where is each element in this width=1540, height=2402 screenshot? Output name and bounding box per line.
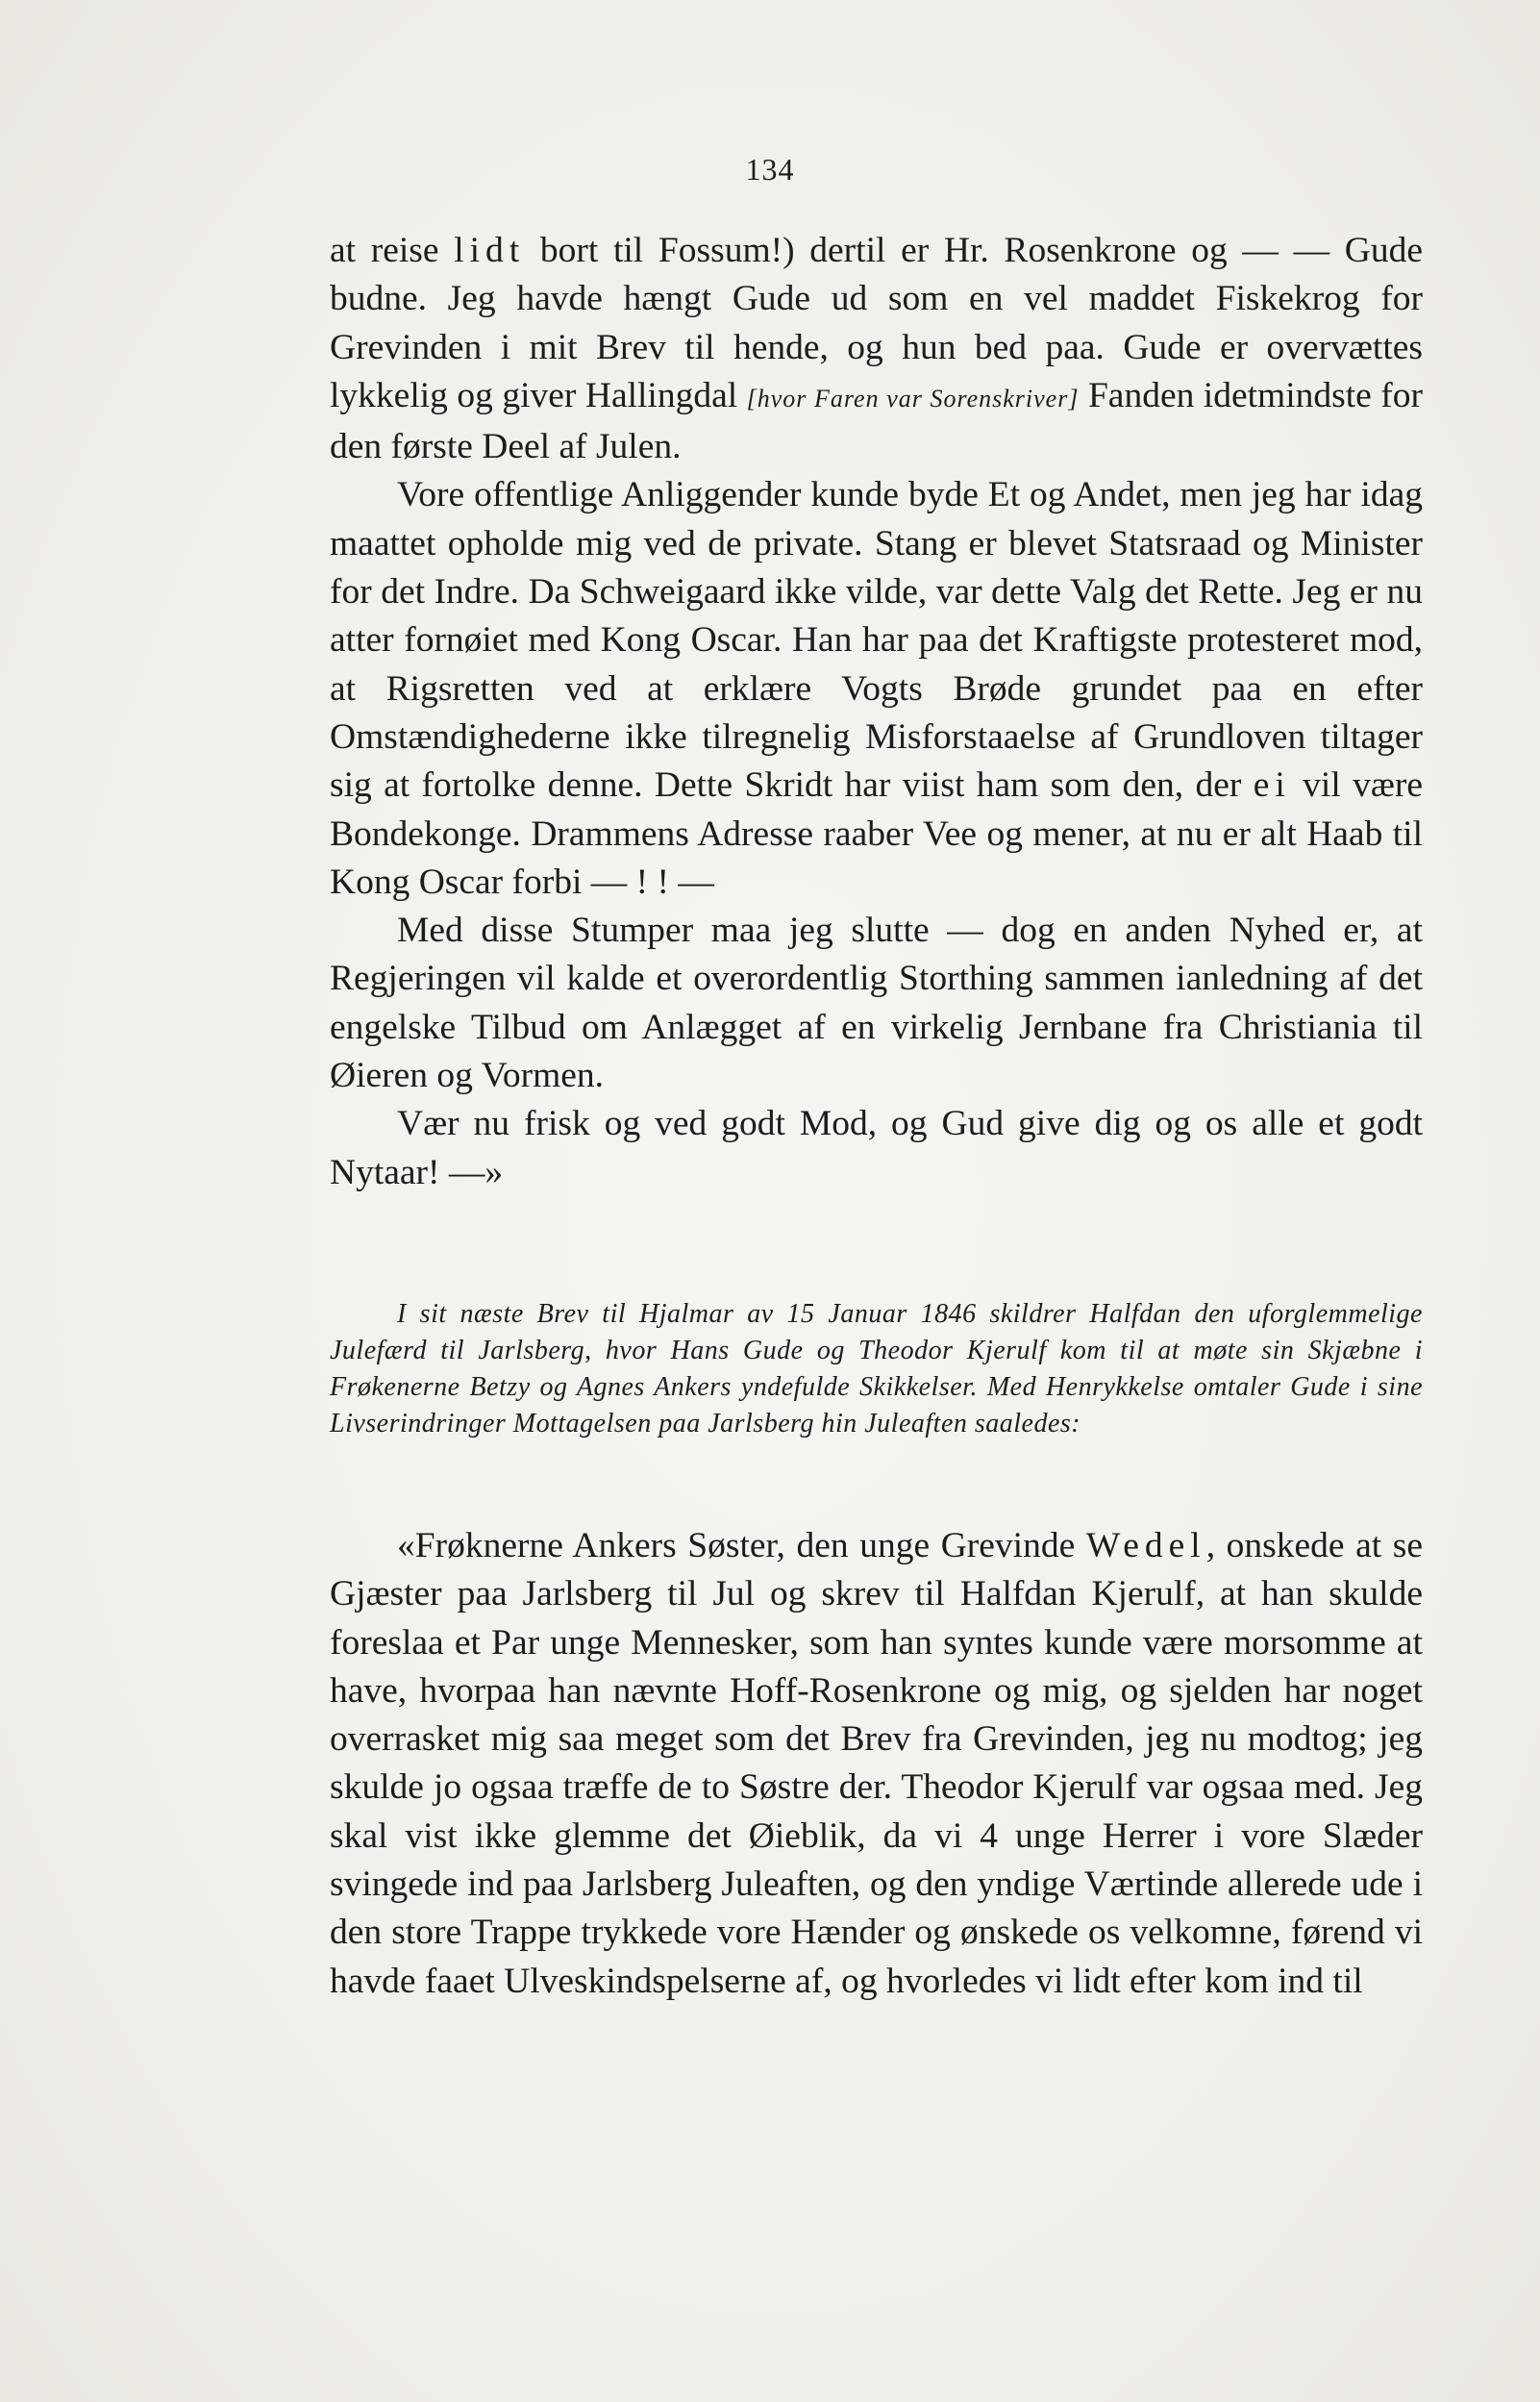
spaced-text: lidt (454, 231, 526, 270)
paragraph (330, 227, 1423, 471)
page-number: 134 (745, 152, 795, 187)
quoted-memoir (330, 1522, 1423, 2006)
paragraph (330, 1522, 1423, 2006)
letter-text (330, 227, 1423, 1197)
text-run: , onskede at se Gjæster paa Jarlsberg til Jul og skrev til Halfdan Kjerulf, at han skulde foreslaa et Par unge Mennesker, som han syntes kunde være morsomme at have, hvorpaa han nævnte Hoff-Rosenkrone og mig, og sjelden har noget overrasket mig saa meget som det Brev fra Grevinden, jeg nu modtog; jeg skulde jo ogsaa træffe de to Søstre der. Theodor Kjerulf var ogsaa med. Jeg skal vist ikke glemme det Øieblik, da vi 4 unge Herrer i vore Slæder svingede ind paa Jarlsberg Juleaften, og den yndige Værtinde allerede ude i den store Trappe trykkede vore Hænder og ønskede os velkomne, førend vi havde faaet Ulveskindspelserne af, og hvorledes vi lidt efter kom ind til (330, 1526, 1424, 2001)
spaced-text: Wedel (1085, 1526, 1206, 1565)
text-run: «Frøknerne Ankers Søster, den unge Grevinde (397, 1526, 1086, 1565)
paragraph: Vær nu frisk og ved godt Mod, og Gud give dig og os alle et godt Nytaar! —» (330, 1104, 1423, 1192)
text-run: Fanden idetmindste for den første Deel af Julen. (330, 375, 1423, 467)
paragraph (330, 471, 1423, 907)
text-run: bort til Fossum!) dertil er Hr. Rosenkrone og — — Gude budne. Jeg havde hængt Gude ud som en vel maddet Fiskekrog for Grevinden i mit Brev til hende, og hun bed paa. Gude er overvættes lykkelig og giver Hallingdal (330, 231, 1423, 415)
text-run: Vore offentlige Anliggender kunde byde Et og Andet, men jeg har idag maattet opholde mig ved de private. Stang er blevet Statsraad og Minister for det Indre. Da Schweigaard ikke vilde, var dette Valg det Rette. Jeg er nu atter fornøiet med Kong Oscar. Han har paa det Kraftigste protesteret mod, at Rigsretten ved at erklære Vogts Brøde grundet paa en efter Omstændighederne ikke tilregnelig Misforstaaelse af Grundloven tiltager sig at fortolke denne. Dette Skridt har viist ham som den, der (330, 475, 1423, 806)
text-run: at reise (330, 231, 455, 270)
paragraph: Med disse Stumper maa jeg slutte — dog en anden Nyhed er, at Regjeringen vil kalde et overordentlig Storthing sammen ianledning af det engelske Tilbud om Anlægget af en virkelig Jernbane fra Christiania til Øieren og Vormen. (330, 911, 1423, 1096)
spaced-text: ei (1253, 765, 1291, 806)
inline-note: [hvor Faren var Sorenskriver] (746, 384, 1080, 413)
editorial-note: I sit næste Brev til Hjalmar av 15 Januar 1846 skildrer Halfdan den uforglemmelige Julefærd til Jarlsberg, hvor Hans Gude og Theodor Kjerulf kom til at møte sin Skjæbne i Frøkenerne Betzy og Agnes Ankers yndefulde Skikkelser. Med Henrykkelse omtaler Gude i sine Livserindringer Mottagelsen paa Jarlsberg hin Juleaften saaledes: (330, 1299, 1423, 1439)
text-run: vil være Bondekonge. Drammens Adresse raaber Vee og mener, at nu er alt Haab til Kong Oscar forbi — ! ! — (330, 765, 1423, 902)
